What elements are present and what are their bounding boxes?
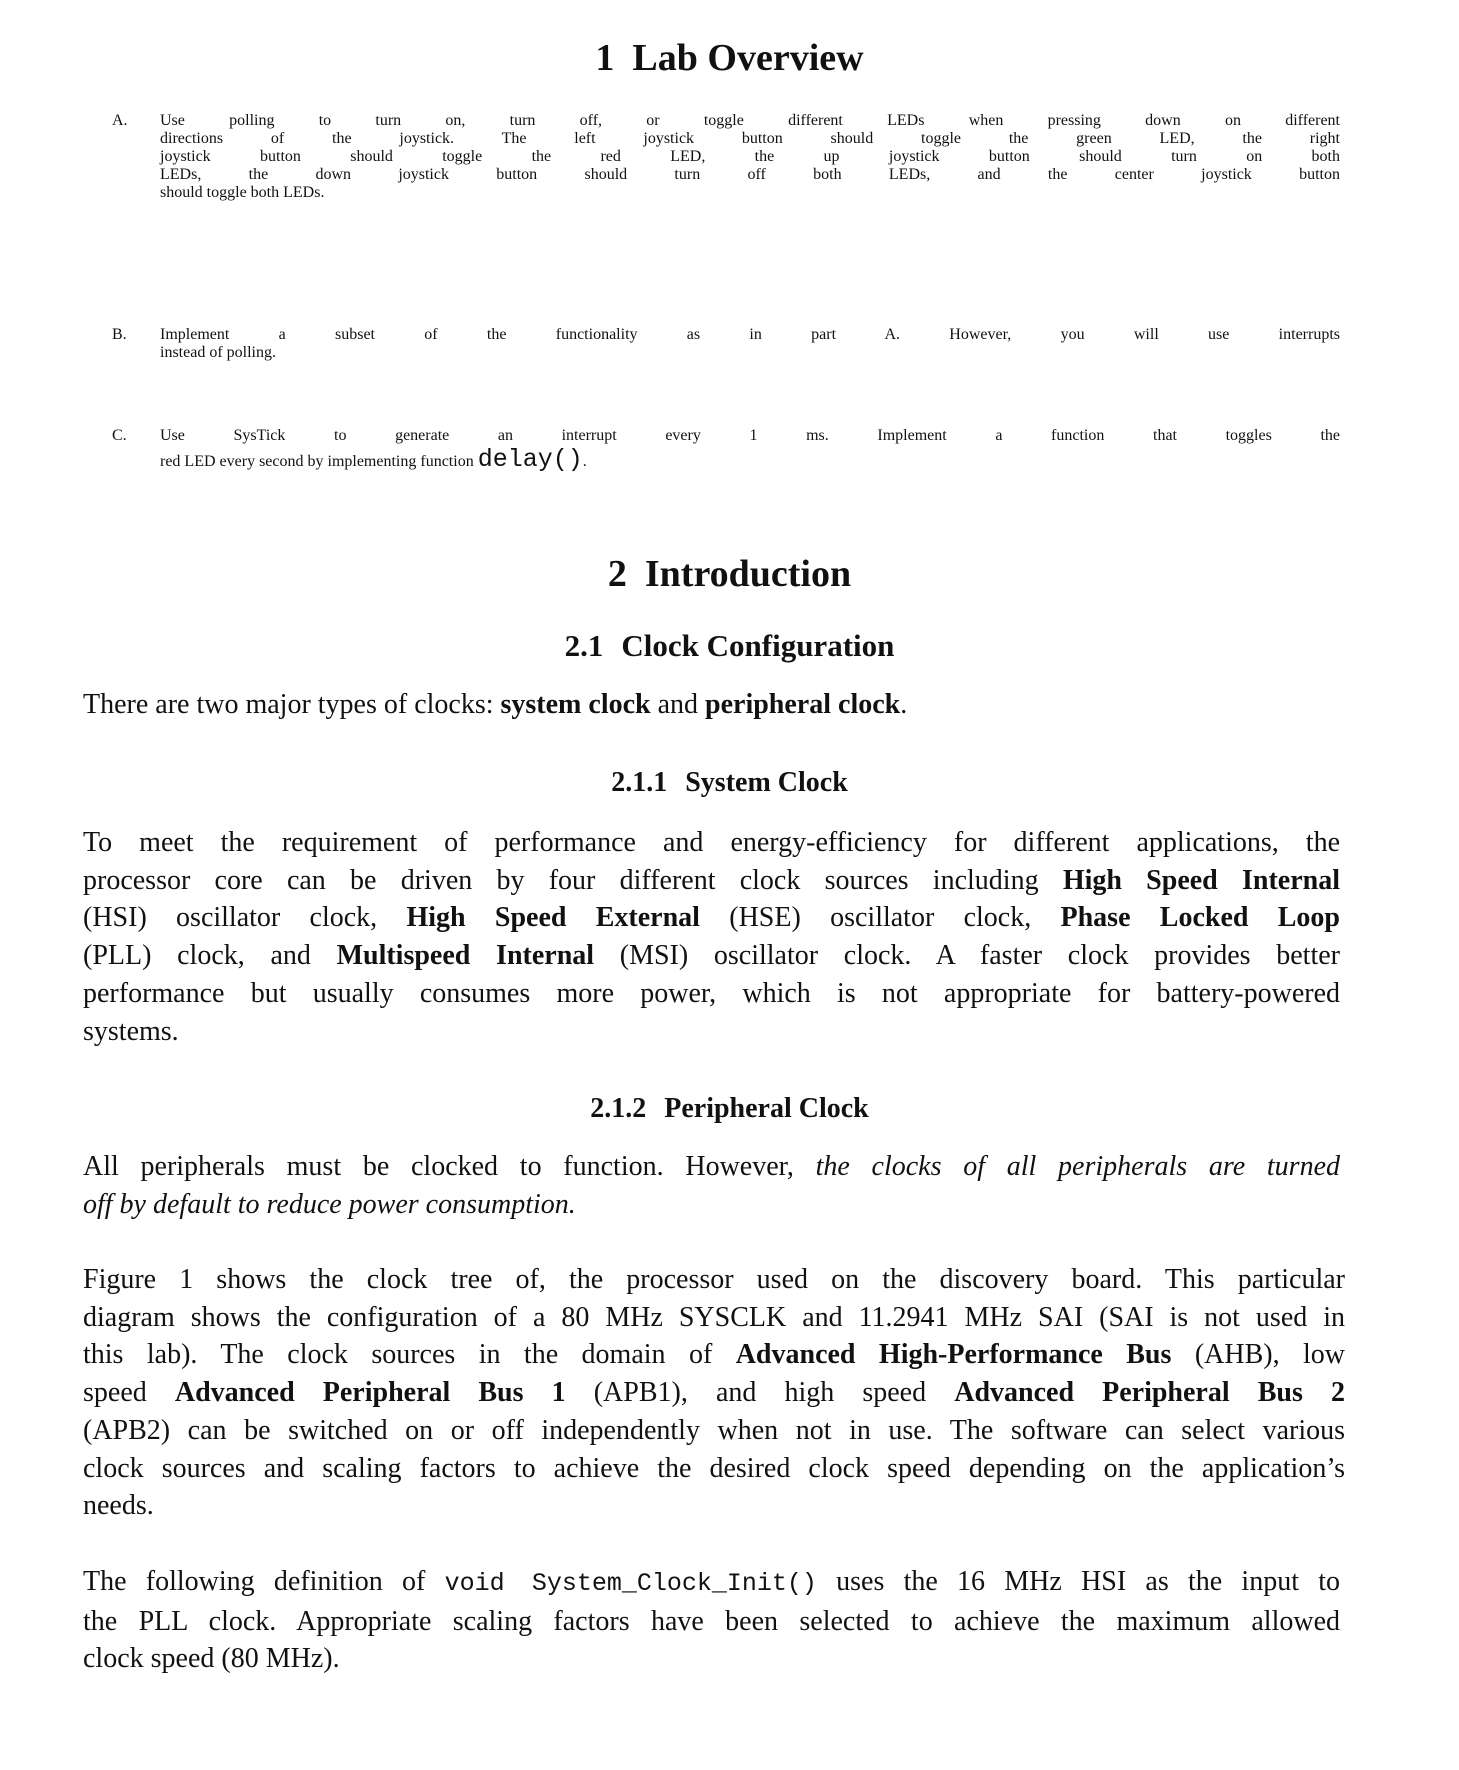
text-segment: performance but usually consumes more power, which is not appropriate for battery-powered xyxy=(83,977,1340,1009)
overview-item-c xyxy=(112,427,1340,474)
text-segment: speed xyxy=(83,1377,175,1409)
section-title: Lab Overview xyxy=(632,37,864,79)
text-line xyxy=(83,862,1340,900)
bold-term: Advanced Peripheral Bus 2 xyxy=(954,1377,1345,1409)
overview-item-b xyxy=(112,326,1340,362)
bold-term: Phase Locked Loop xyxy=(1060,902,1341,934)
section-title: Clock Configuration xyxy=(621,628,895,663)
text-line xyxy=(83,1640,1340,1678)
text-segment: Figure 1 shows the clock tree of, the processor used on the discovery board. This particular xyxy=(83,1264,1345,1295)
code-text: void System_Clock_Init() xyxy=(444,1569,817,1598)
text-segment: this lab). The clock sources in the domain of xyxy=(83,1339,736,1371)
text-segment: directions of the joystick. The left joystick button should toggle the green LED, the right xyxy=(160,130,1340,147)
text-segment: Implement a subset of the functionality as in part A. However, you will use interrupts xyxy=(160,326,1340,343)
section-number: 1 xyxy=(595,37,615,79)
text-segment: red LED every second by implementing function xyxy=(160,453,478,470)
text-segment: uses the 16 MHz HSI as the input to xyxy=(816,1566,1341,1597)
text-segment: (HSE) oscillator clock, xyxy=(699,902,1061,934)
text-line xyxy=(83,1450,1345,1488)
text-line xyxy=(160,166,1340,184)
text-line xyxy=(83,1336,1345,1374)
bold-term: Advanced High-Performance Bus xyxy=(735,1339,1172,1371)
text-line xyxy=(83,1487,1345,1525)
subsubsection-heading-system-clock xyxy=(0,767,1459,799)
item-label: C. xyxy=(112,427,127,444)
text-segment: diagram shows the configuration of a 80 MHz SYSCLK and 11.2941 MHz SAI (SAI is not used in xyxy=(83,1301,1345,1333)
text-line xyxy=(160,445,1340,474)
bold-term: Multispeed Internal xyxy=(336,940,595,972)
emphasis-text: the clocks of all peripherals are turned xyxy=(815,1151,1341,1182)
text-segment: clock sources and scaling factors to achieve the desired clock speed depending on the application’s xyxy=(83,1452,1345,1484)
item-text xyxy=(160,112,1340,202)
text-segment: (PLL) clock, and xyxy=(83,940,337,972)
section-title: System Clock xyxy=(685,767,848,798)
text-segment: processor core can be driven by four different clock sources including xyxy=(83,864,1063,896)
text-line xyxy=(83,1013,1340,1051)
text-segment: . xyxy=(900,689,908,720)
text-segment: and xyxy=(650,689,706,720)
text-line xyxy=(83,1603,1340,1641)
paragraph-clock-types xyxy=(83,686,1340,724)
text-line xyxy=(83,824,1340,862)
text-segment: All peripherals must be clocked to function. However, xyxy=(83,1151,816,1182)
section-number: 2.1 xyxy=(564,628,604,663)
text-line xyxy=(160,427,1340,445)
text-segment: needs. xyxy=(83,1490,154,1522)
overview-item-a xyxy=(112,112,1340,202)
text-line xyxy=(160,148,1340,166)
section-heading-lab-overview xyxy=(0,36,1459,80)
text-segment: (MSI) oscillator clock. A faster clock provides better xyxy=(594,940,1340,972)
text-line xyxy=(83,686,1340,724)
text-line xyxy=(83,1261,1345,1299)
text-segment: (APB1), and high speed xyxy=(565,1377,955,1409)
paragraph-system-clock xyxy=(83,824,1340,1050)
emphasis-text: off by default to reduce power consumption. xyxy=(83,1188,576,1220)
item-label: A. xyxy=(112,112,128,129)
section-title: Peripheral Clock xyxy=(664,1093,869,1124)
text-segment: joystick button should toggle the red LED, the up joystick button should turn on both xyxy=(160,148,1340,165)
code-text: delay() xyxy=(477,445,583,474)
paragraph-figure-description xyxy=(83,1261,1345,1525)
bold-term: peripheral clock xyxy=(705,689,901,720)
bold-term: High Speed Internal xyxy=(1062,864,1340,896)
text-line xyxy=(160,112,1340,130)
text-segment: systems. xyxy=(83,1015,179,1047)
text-segment: Use polling to turn on, turn off, or toggle different LEDs when pressing down on different xyxy=(160,112,1340,129)
text-segment: the PLL clock. Appropriate scaling factors have been selected to achieve the maximum allowed xyxy=(83,1605,1340,1637)
text-segment: There are two major types of clocks: xyxy=(83,689,501,720)
text-segment: . xyxy=(582,453,587,470)
text-line xyxy=(83,1563,1340,1603)
section-number: 2 xyxy=(607,553,627,595)
text-line xyxy=(160,130,1340,148)
text-line xyxy=(83,937,1340,975)
text-segment: instead of polling. xyxy=(160,344,276,361)
text-segment: The following definition of xyxy=(83,1566,445,1597)
text-line xyxy=(83,899,1340,937)
text-segment: LEDs, the down joystick button should turn off both LEDs, and the center joystick button xyxy=(160,166,1340,183)
text-segment: clock speed (80 MHz). xyxy=(83,1643,340,1675)
item-label: B. xyxy=(112,326,127,343)
text-line xyxy=(160,326,1340,344)
subsubsection-heading-peripheral-clock xyxy=(0,1093,1459,1125)
text-line xyxy=(83,1148,1340,1186)
paragraph-system-clock-init xyxy=(83,1563,1340,1678)
section-number: 2.1.1 xyxy=(611,767,668,798)
text-line xyxy=(83,1412,1345,1450)
section-heading-introduction xyxy=(0,552,1459,596)
item-text xyxy=(160,326,1340,362)
subsection-heading-clock-configuration xyxy=(0,628,1459,664)
text-segment: (APB2) can be switched on or off independently when not in use. The software can select various xyxy=(83,1414,1345,1446)
text-line xyxy=(160,184,1340,202)
text-segment: (HSI) oscillator clock, xyxy=(83,902,407,934)
section-number: 2.1.2 xyxy=(590,1093,647,1124)
text-segment: (AHB), low xyxy=(1171,1339,1346,1371)
text-line xyxy=(83,1299,1345,1337)
bold-term: system clock xyxy=(500,689,651,720)
paragraph-peripheral-clock xyxy=(83,1148,1340,1223)
text-segment: To meet the requirement of performance and energy-efficiency for different applications, the xyxy=(83,827,1340,858)
text-segment: should toggle both LEDs. xyxy=(160,184,325,201)
section-title: Introduction xyxy=(644,553,852,595)
text-line xyxy=(83,975,1340,1013)
text-line xyxy=(160,344,1340,362)
bold-term: High Speed External xyxy=(406,902,700,934)
text-line xyxy=(83,1374,1345,1412)
text-line xyxy=(83,1186,1340,1224)
text-segment: Use SysTick to generate an interrupt every 1 ms. Implement a function that toggles the xyxy=(160,427,1340,444)
item-text xyxy=(160,427,1340,474)
bold-term: Advanced Peripheral Bus 1 xyxy=(174,1377,566,1409)
